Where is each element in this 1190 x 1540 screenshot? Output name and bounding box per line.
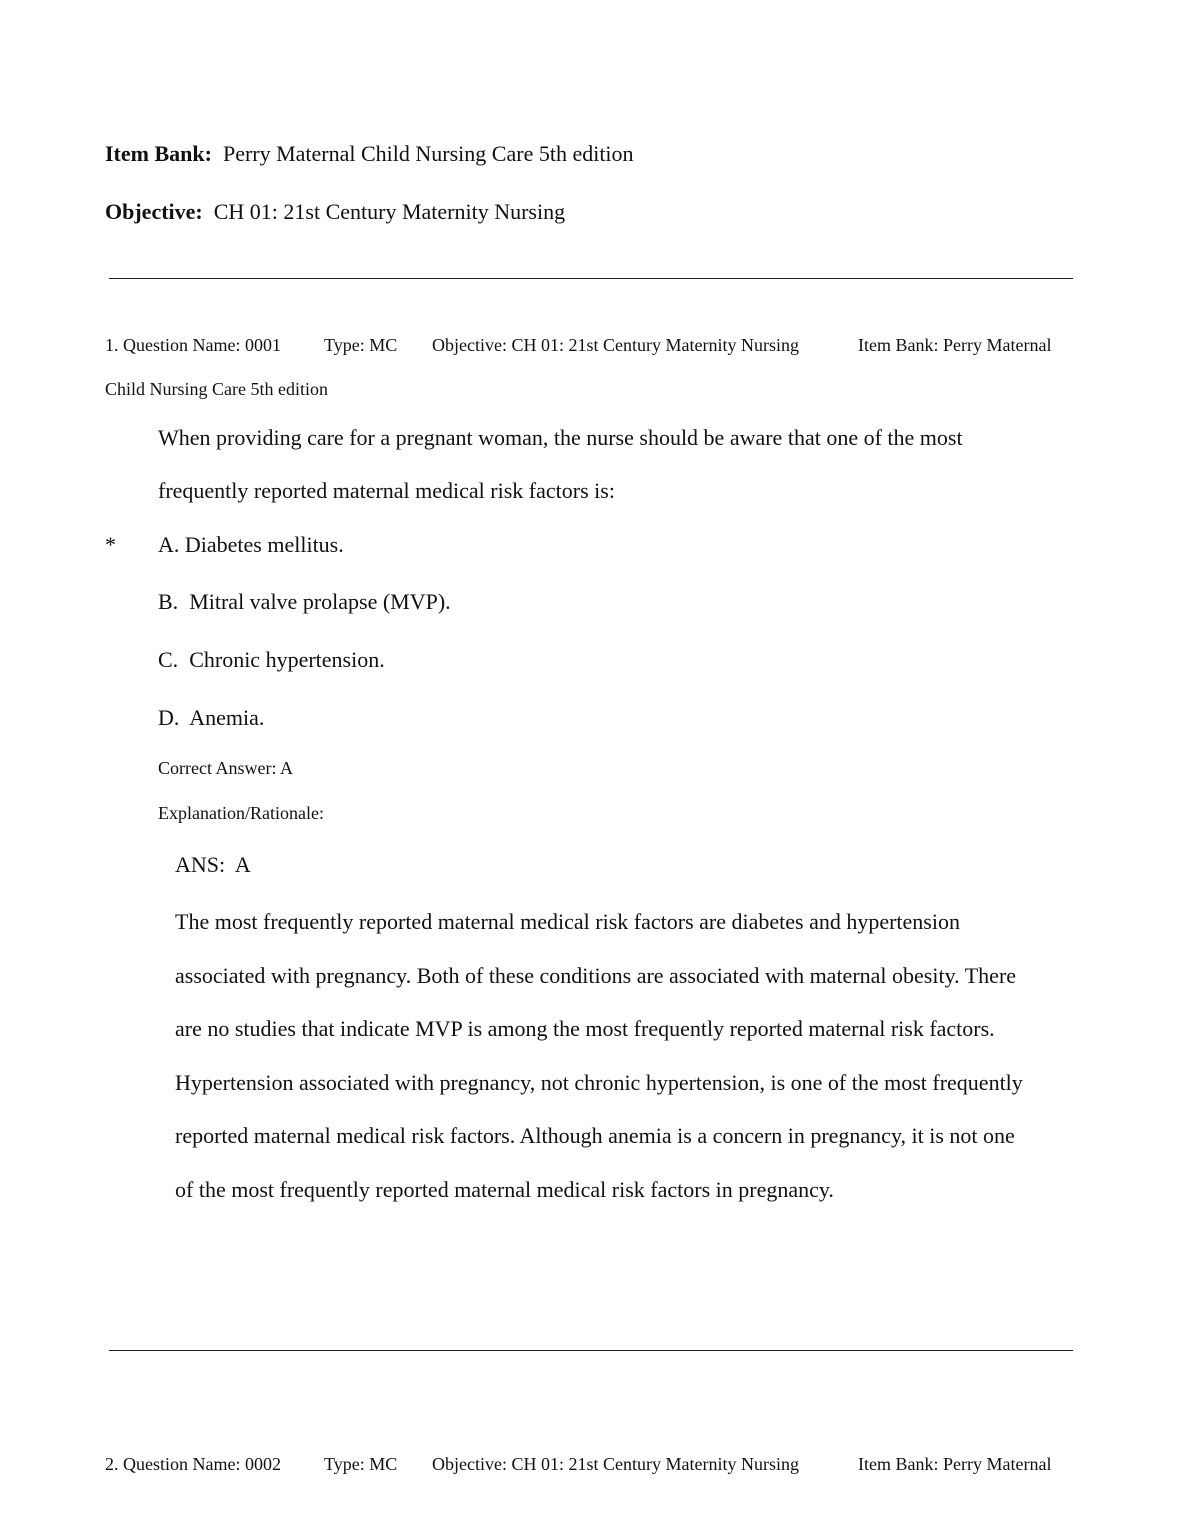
rationale-line: Hypertension associated with pregnancy, not chronic hypertension, is one of the most frequently	[175, 1069, 1023, 1095]
question-type: Type: MC	[324, 1454, 398, 1474]
option-c	[158, 647, 385, 673]
correct-marker: *	[105, 532, 116, 557]
rationale	[175, 895, 1075, 1217]
option-letter: C.	[158, 647, 179, 672]
option-text: Anemia.	[189, 705, 265, 730]
question-name: Question Name: 0002	[123, 1454, 281, 1474]
item-bank-header	[105, 141, 634, 167]
objective-label: Objective:	[105, 199, 203, 224]
rationale-line: associated with pregnancy. Both of these conditions are associated with maternal obesity. There	[175, 962, 1017, 988]
question-number: 2.	[105, 1454, 119, 1474]
rationale-line: are no studies that indicate MVP is among the most frequently reported maternal risk factors.	[175, 1016, 995, 1042]
option-d	[158, 705, 264, 731]
correct-answer: Correct Answer: A	[158, 758, 293, 778]
divider-top	[109, 278, 1073, 279]
option-text: Chronic hypertension.	[189, 647, 385, 672]
option-letter: A.	[158, 532, 180, 557]
question-number: 1.	[105, 335, 119, 355]
ans-line: ANS: A	[175, 852, 251, 877]
question-type: Type: MC	[324, 335, 398, 355]
question-stem-line-2: frequently reported maternal medical risk factors is:	[158, 478, 615, 503]
rationale-line: The most frequently reported maternal medical risk factors are diabetes and hypertension	[175, 909, 960, 934]
option-b	[158, 589, 451, 615]
question-1-number-name	[105, 335, 281, 356]
rationale-line: reported maternal medical risk factors. Although anemia is a concern in pregnancy, it is not one	[175, 1123, 1015, 1149]
option-letter: D.	[158, 705, 180, 730]
question-objective: Objective: CH 01: 21st Century Maternity Nursing	[432, 335, 799, 355]
question-item-bank-cont: Child Nursing Care 5th edition	[105, 379, 328, 399]
objective-header	[105, 199, 565, 225]
question-objective: Objective: CH 01: 21st Century Maternity Nursing	[432, 1454, 799, 1474]
option-letter: B.	[158, 589, 179, 614]
option-text: Mitral valve prolapse (MVP).	[189, 589, 451, 614]
explanation-label: Explanation/Rationale:	[158, 803, 324, 823]
option-text: Diabetes mellitus.	[184, 532, 344, 557]
question-item-bank: Item Bank: Perry Maternal	[858, 335, 1052, 355]
item-bank-label: Item Bank:	[105, 141, 212, 166]
question-2-number-name	[105, 1454, 281, 1475]
question-item-bank: Item Bank: Perry Maternal	[858, 1454, 1052, 1474]
rationale-line: of the most frequently reported maternal medical risk factors in pregnancy.	[175, 1176, 834, 1202]
question-stem-line-1: When providing care for a pregnant woman, the nurse should be aware that one of the most	[158, 425, 963, 450]
divider-bottom	[109, 1350, 1073, 1351]
option-a	[158, 532, 344, 558]
item-bank-value: Perry Maternal Child Nursing Care 5th edition	[222, 141, 634, 166]
objective-value: CH 01: 21st Century Maternity Nursing	[213, 199, 566, 224]
question-name: Question Name: 0001	[123, 335, 281, 355]
